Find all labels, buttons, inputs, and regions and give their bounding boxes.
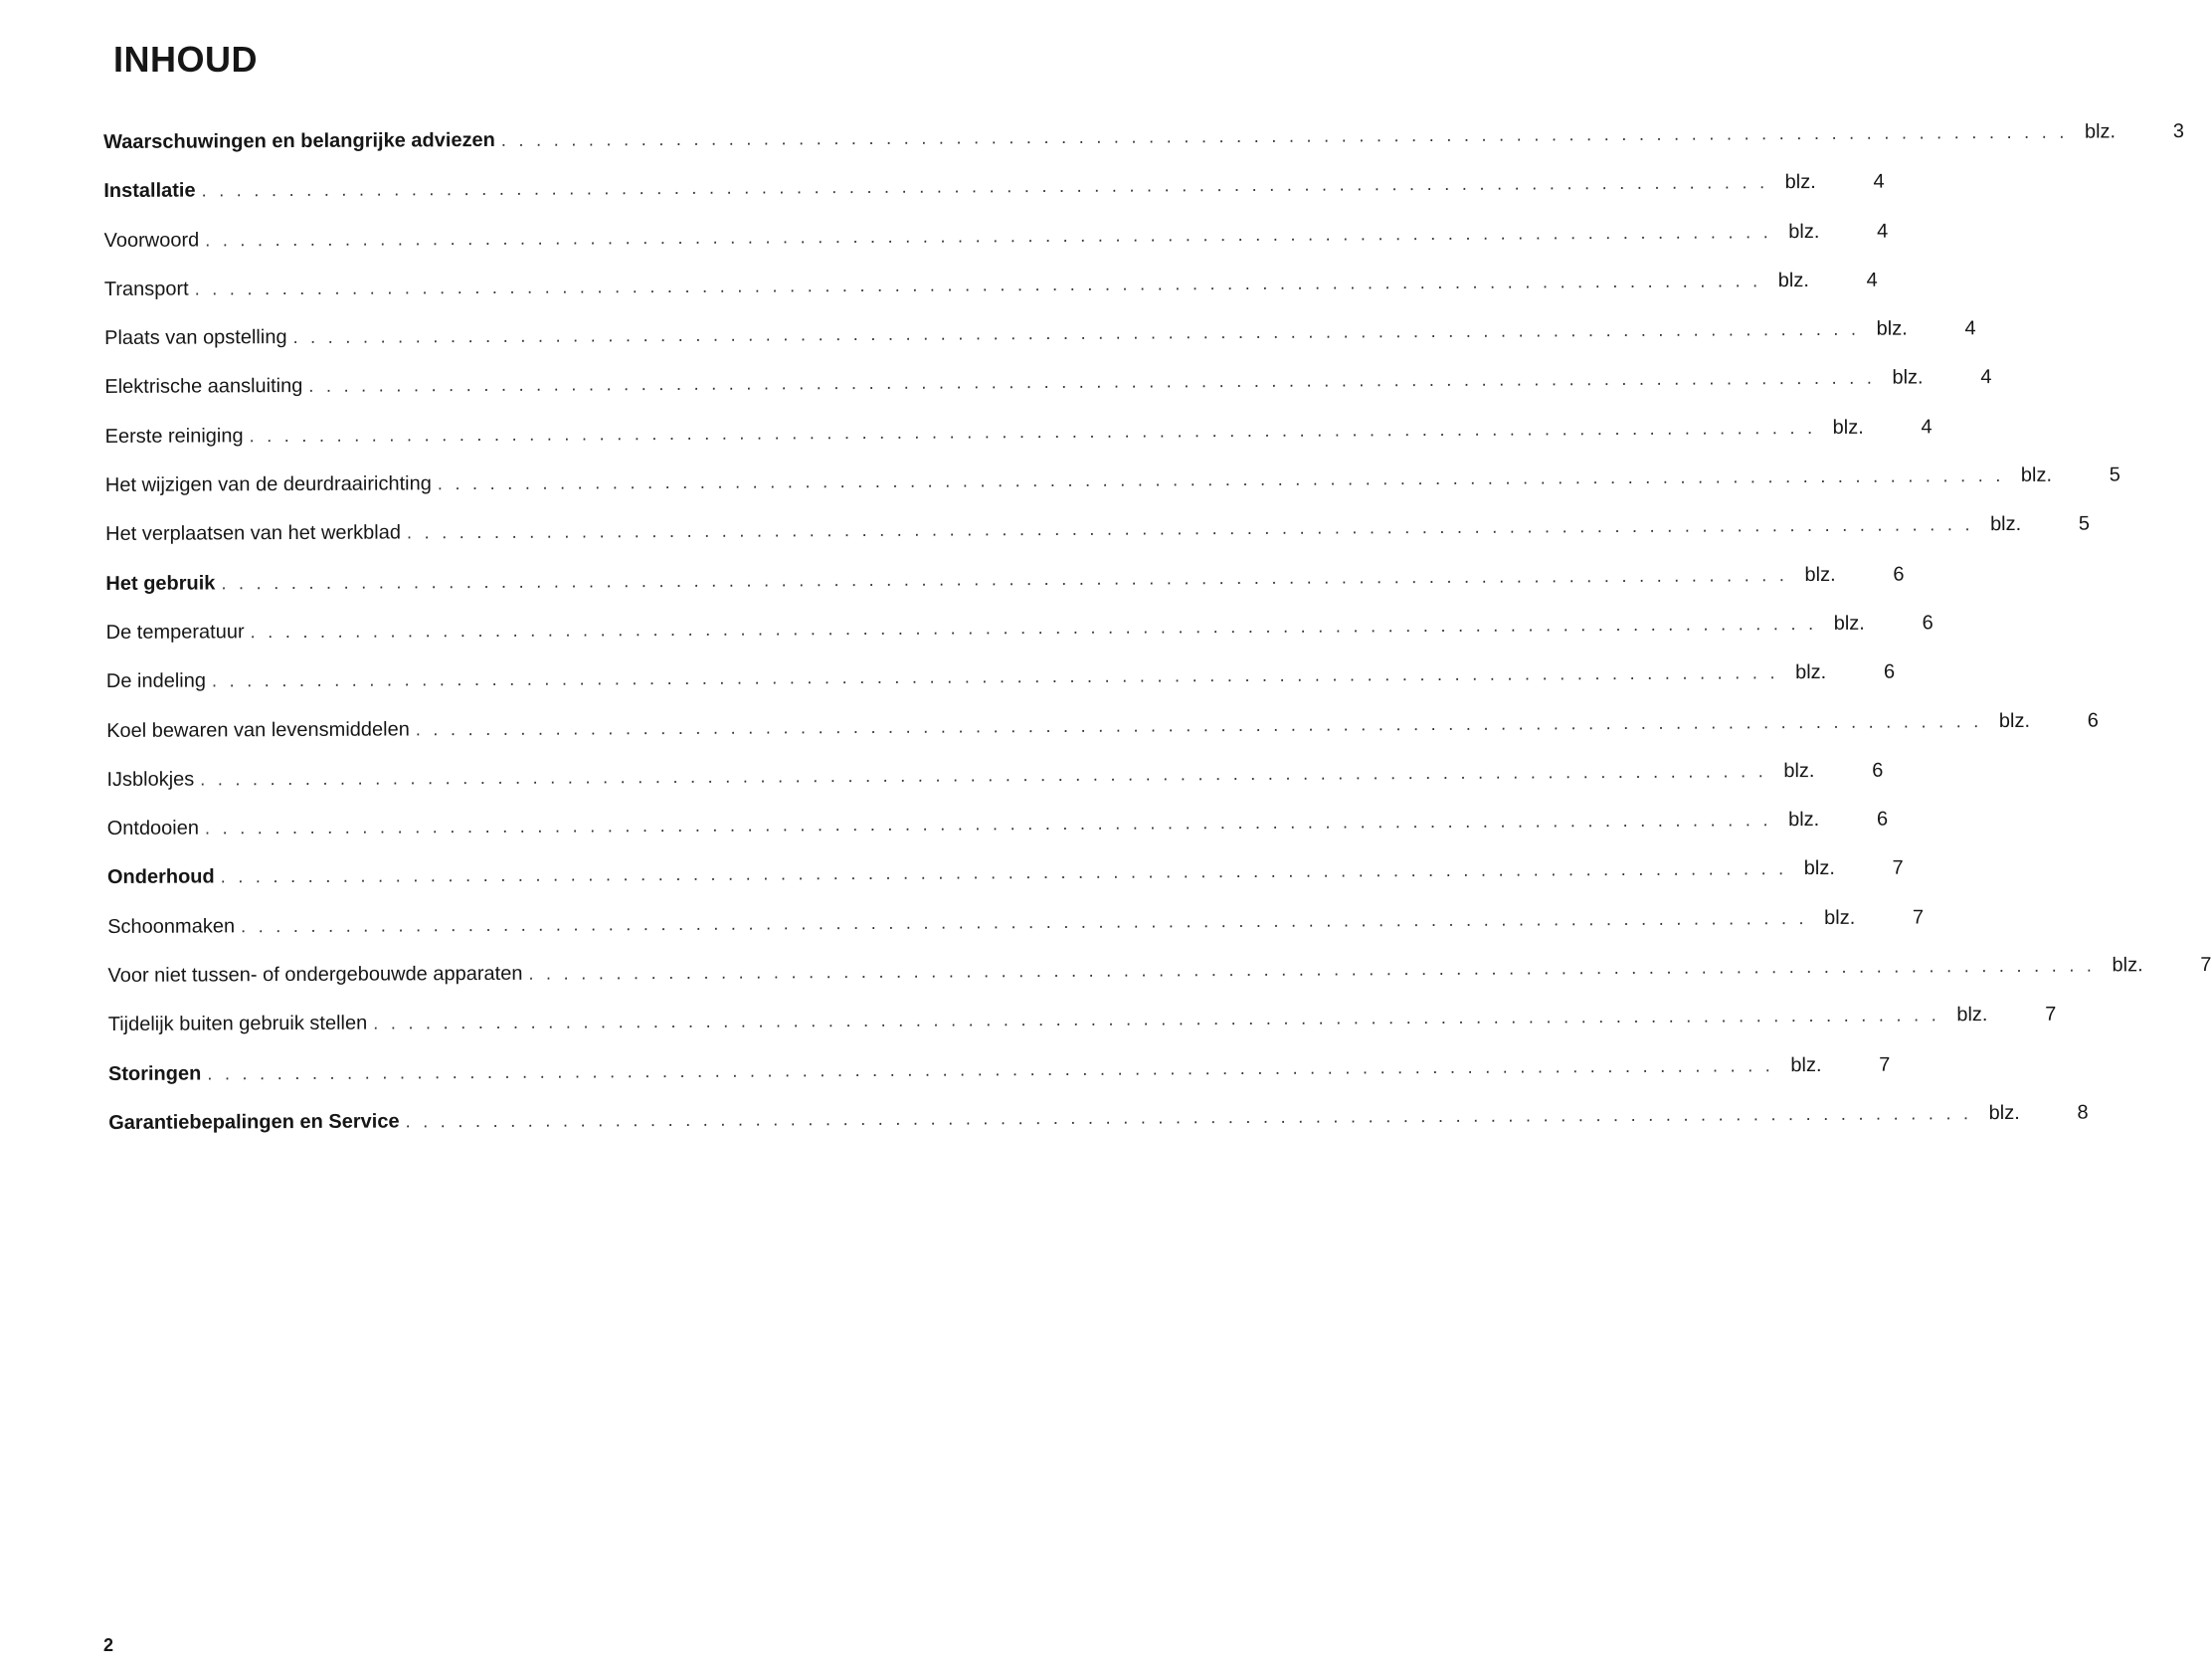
toc-dot-leader: .......................................................................................... [204, 810, 1781, 838]
toc-entry-title: Voorwoord [103, 229, 200, 252]
toc-entry [104, 317, 1976, 377]
toc-entry-title: Elektrische aansluiting [104, 375, 303, 399]
toc-page-prefix: blz. [1794, 661, 1827, 684]
toc-entry-title: IJsblokjes [106, 768, 195, 791]
toc-page-number: 3 [2172, 120, 2185, 143]
toc-entry [106, 856, 1904, 916]
toc-dot-leader: .......................................................................................... [249, 417, 1825, 447]
toc-page-number: 7 [1892, 856, 1904, 880]
toc-dot-leader: .......................................................................................... [373, 1005, 1949, 1033]
toc-entry [103, 170, 1885, 230]
toc-entry-title: Plaats van opstelling [104, 326, 287, 350]
toc-page-prefix: blz. [1783, 759, 1815, 783]
toc-page-prefix: blz. [1876, 317, 1908, 340]
toc-entry-title: Het verplaatsen van het werkblad [105, 521, 402, 546]
toc-dot-leader: .......................................................................................... [292, 318, 1869, 348]
page-title: INHOUD [113, 39, 258, 80]
toc-dot-leader: .......................................................................................... [308, 368, 1885, 397]
toc-dot-leader: .......................................................................................... [500, 121, 2078, 150]
toc-page-prefix: blz. [1956, 1004, 1988, 1026]
footer-page-number: 2 [103, 1635, 114, 1655]
toc-entry [104, 416, 1933, 474]
toc-page-prefix: blz. [1777, 269, 1809, 292]
toc-page-number: 4 [1921, 416, 1933, 439]
toc-page-number: 7 [2045, 1004, 2057, 1026]
toc-entry [103, 220, 1889, 279]
toc-entry [107, 1004, 2057, 1063]
toc-dot-leader: .......................................................................................... [221, 564, 1797, 594]
toc-entry-title: Garantiebepalingen en Service [108, 1110, 400, 1134]
toc-page-prefix: blz. [1824, 906, 1856, 929]
toc-page-prefix: blz. [2084, 120, 2117, 143]
toc-dot-leader: .......................................................................................... [437, 465, 2013, 494]
toc-page-prefix: blz. [1788, 220, 1820, 243]
toc-page-number: 7 [1912, 906, 1925, 929]
toc-page-number: 6 [1883, 660, 1896, 683]
toc-entry [105, 660, 1896, 720]
toc-page-prefix: blz. [2020, 464, 2053, 486]
toc-dot-leader: .......................................................................................... [200, 761, 1776, 790]
toc-page-prefix: blz. [1787, 809, 1820, 832]
toc-page-number: 4 [1877, 220, 1889, 243]
toc-dot-leader: .......................................................................................... [205, 221, 1781, 251]
toc-page-number: 6 [1872, 759, 1884, 782]
toc-dot-leader: .......................................................................................... [528, 955, 2105, 984]
toc-entry-title: Onderhoud [106, 865, 215, 889]
toc-page-number: 7 [1879, 1053, 1891, 1076]
toc-dot-leader: .......................................................................................... [406, 514, 1983, 543]
toc-entry [106, 759, 1884, 818]
toc-entry [105, 512, 2091, 573]
toc-page-prefix: blz. [1784, 171, 1816, 194]
toc-entry [107, 1053, 1891, 1112]
toc-entry [105, 612, 1934, 670]
toc-entry-title: De temperatuur [105, 621, 245, 644]
toc-entry [107, 953, 2212, 1015]
toc-entry-title: Waarschuwingen en belangrijke adviezen [103, 128, 495, 153]
toc-page-number: 6 [2087, 709, 2099, 732]
toc-page-number: 4 [1866, 269, 1878, 291]
toc-dot-leader: .......................................................................................... [241, 907, 1817, 937]
toc-page-number: 6 [1922, 612, 1934, 635]
toc-entry-title: Storingen [107, 1062, 202, 1085]
toc-page-prefix: blz. [1998, 709, 2031, 732]
toc-entry-title: De indeling [105, 669, 207, 693]
toc-page-prefix: blz. [1804, 563, 1836, 586]
toc-dot-leader: .......................................................................................... [405, 1103, 1981, 1132]
toc-page-number: 6 [1893, 563, 1905, 586]
toc-entry-title: Voor niet tussen- of ondergebouwde apparaten [107, 962, 523, 988]
toc-dot-leader: .......................................................................................... [211, 662, 1788, 691]
toc-entry [108, 1101, 2089, 1161]
toc-entry-title: Het gebruik [105, 572, 216, 595]
toc-entry-title: Ontdooien [106, 817, 200, 840]
toc-dot-leader: .......................................................................................... [201, 172, 1777, 201]
toc-entry-title: Het wijzigen van de deurdraairichting [104, 472, 432, 497]
toc-page-prefix: blz. [1833, 612, 1865, 635]
toc-dot-leader: .......................................................................................... [194, 271, 1770, 299]
toc-entry-title: Eerste reiniging [104, 425, 244, 448]
toc-page-number: 4 [1980, 366, 1992, 389]
toc-entry-title: Koel bewaren van levensmiddelen [106, 717, 410, 742]
toc-page-prefix: blz. [1803, 857, 1835, 880]
toc-page-number: 8 [2077, 1101, 2089, 1124]
toc-page-prefix: blz. [1832, 416, 1864, 439]
toc-entry-title: Installatie [103, 179, 196, 203]
toc-dot-leader: .......................................................................................... [207, 1054, 1783, 1084]
toc-entry [105, 563, 1905, 622]
toc-dot-leader: .......................................................................................... [415, 710, 1991, 739]
toc-page-prefix: blz. [1988, 1101, 2020, 1125]
toc-entry [106, 808, 1889, 867]
toc-page-number: 5 [2078, 512, 2091, 535]
table-of-contents [103, 120, 2212, 1162]
toc-page-number: 7 [2200, 953, 2212, 977]
toc-page-prefix: blz. [1892, 366, 1924, 390]
toc-page-prefix: blz. [1790, 1053, 1822, 1076]
toc-entry [104, 366, 1992, 426]
toc-page-number: 5 [2109, 464, 2120, 486]
toc-entry [103, 269, 1878, 327]
toc-dot-leader: .......................................................................................... [250, 613, 1826, 643]
toc-entry-title: Tijdelijk buiten gebruik stellen [107, 1012, 368, 1036]
toc-page-number: 4 [1964, 317, 1976, 340]
toc-entry [106, 709, 2099, 769]
toc-page-number: 6 [1876, 808, 1889, 831]
toc-entry [103, 120, 2185, 181]
toc-page-prefix: blz. [1989, 513, 2022, 536]
toc-dot-leader: .......................................................................................... [220, 858, 1796, 887]
toc-page-prefix: blz. [2112, 954, 2143, 977]
toc-entry [107, 906, 1925, 965]
toc-entry-title: Transport [103, 278, 189, 300]
toc-entry-title: Schoonmaken [107, 915, 236, 938]
toc-entry [104, 464, 2120, 524]
toc-page-number: 4 [1873, 170, 1885, 193]
